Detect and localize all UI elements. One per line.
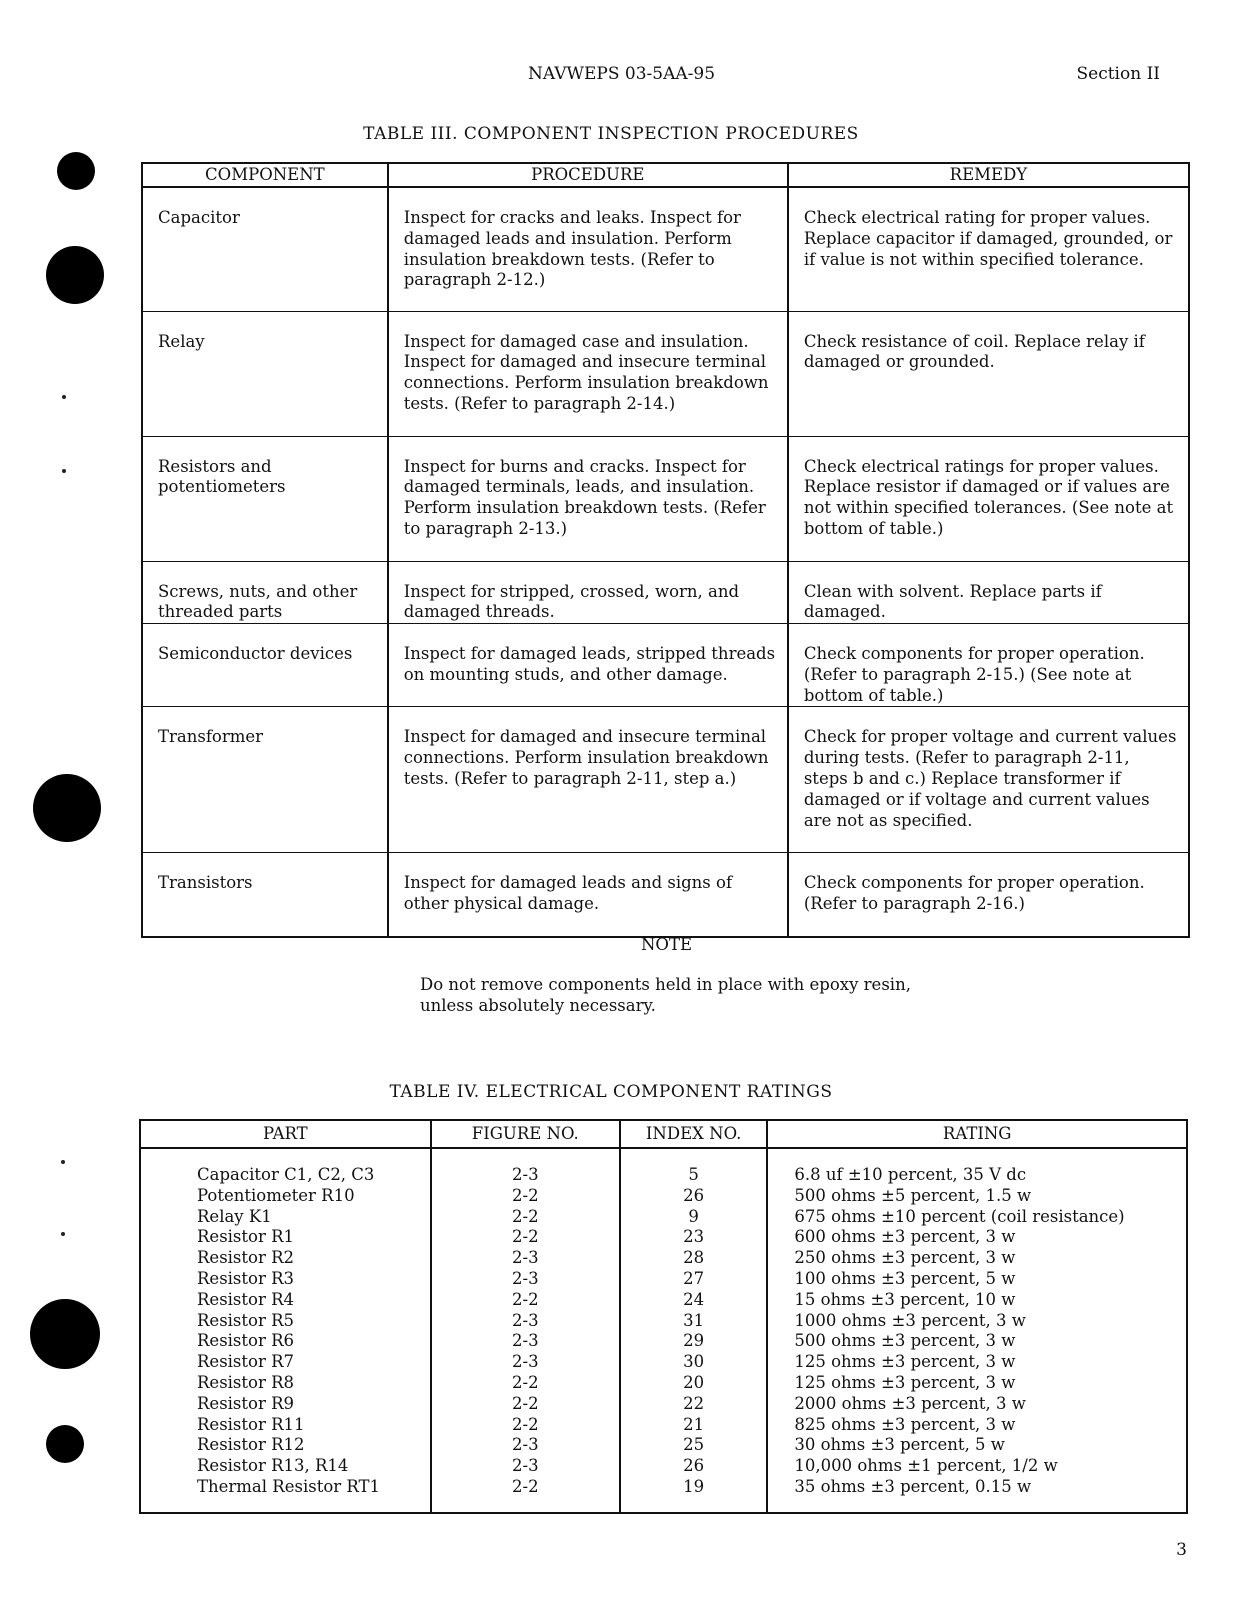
procedure-cell: Inspect for damaged leads, stripped threads on mounting studs, and other damage.	[388, 624, 788, 707]
remedy-cell: Clean with solvent. Replace parts if damaged.	[788, 561, 1189, 624]
rating-cell: 125 ohms ±3 percent, 3 w	[767, 1373, 1187, 1394]
component-cell: Semiconductor devices	[142, 624, 388, 707]
part-cell: Resistor R5	[140, 1311, 431, 1332]
table-row	[142, 311, 1189, 436]
index-cell: 25	[620, 1435, 767, 1456]
table-row	[140, 1415, 1187, 1436]
punch-hole-4	[30, 1299, 100, 1369]
figure-cell: 2-2	[431, 1290, 620, 1311]
table-row	[140, 1207, 1187, 1228]
speck-1	[62, 395, 66, 399]
table-header-row	[140, 1120, 1187, 1148]
part-cell: Resistor R9	[140, 1394, 431, 1415]
part-cell: Relay K1	[140, 1207, 431, 1228]
table-row	[140, 1477, 1187, 1513]
rating-cell: 10,000 ohms ±1 percent, 1/2 w	[767, 1456, 1187, 1477]
index-cell: 24	[620, 1290, 767, 1311]
procedure-cell: Inspect for damaged and insecure terminal connections. Perform insulation breakdown tests. (Refer to paragraph 2-11, step a.)	[388, 707, 788, 853]
column-header-rating: RATING	[767, 1120, 1187, 1148]
remedy-cell: Check electrical ratings for proper values. Replace resistor if damaged or if values are not within specified tolerances. (See note at bottom of table.)	[788, 436, 1189, 561]
table-row	[142, 187, 1189, 311]
figure-cell: 2-3	[431, 1435, 620, 1456]
figure-cell: 2-2	[431, 1227, 620, 1248]
table-4-title: TABLE IV. ELECTRICAL COMPONENT RATINGS	[389, 1082, 833, 1102]
column-header-index-no: INDEX NO.	[620, 1120, 767, 1148]
component-cell: Screws, nuts, and other threaded parts	[142, 561, 388, 624]
table-row	[142, 436, 1189, 561]
part-cell: Resistor R7	[140, 1352, 431, 1373]
electrical-ratings-table	[139, 1119, 1188, 1514]
table-row	[140, 1269, 1187, 1290]
figure-cell: 2-3	[431, 1248, 620, 1269]
remedy-cell: Check components for proper operation. (Refer to paragraph 2-15.) (See note at bottom of table.)	[788, 624, 1189, 707]
figure-cell: 2-2	[431, 1415, 620, 1436]
column-header-part: PART	[140, 1120, 431, 1148]
column-header-remedy: REMEDY	[788, 163, 1189, 187]
table-row	[142, 561, 1189, 624]
index-cell: 28	[620, 1248, 767, 1269]
index-cell: 21	[620, 1415, 767, 1436]
punch-hole-3	[33, 774, 101, 842]
note-text: Do not remove components held in place with epoxy resin, unless absolutely necessary.	[420, 975, 911, 1015]
table-row	[140, 1373, 1187, 1394]
remedy-cell: Check resistance of coil. Replace relay if damaged or grounded.	[788, 311, 1189, 436]
section-label: Section II	[1076, 64, 1160, 84]
component-cell: Capacitor	[142, 187, 388, 311]
index-cell: 23	[620, 1227, 767, 1248]
rating-cell: 675 ohms ±10 percent (coil resistance)	[767, 1207, 1187, 1228]
rating-cell: 2000 ohms ±3 percent, 3 w	[767, 1394, 1187, 1415]
table-row	[140, 1394, 1187, 1415]
component-cell: Resistors and potentiometers	[142, 436, 388, 561]
table-row	[140, 1227, 1187, 1248]
procedure-cell: Inspect for cracks and leaks. Inspect for damaged leads and insulation. Perform insulation breakdown tests. (Refer to paragraph 2-12.)	[388, 187, 788, 311]
table-row	[140, 1352, 1187, 1373]
speck-3	[61, 1160, 65, 1164]
index-cell: 9	[620, 1207, 767, 1228]
component-cell: Relay	[142, 311, 388, 436]
procedure-cell: Inspect for burns and cracks. Inspect for damaged terminals, leads, and insulation. Perform insulation breakdown tests. (Refer to paragraph 2-13.)	[388, 436, 788, 561]
part-cell: Resistor R4	[140, 1290, 431, 1311]
table-row	[140, 1456, 1187, 1477]
figure-cell: 2-3	[431, 1311, 620, 1332]
table-row	[142, 707, 1189, 853]
speck-4	[61, 1232, 65, 1236]
table-row	[140, 1435, 1187, 1456]
rating-cell: 825 ohms ±3 percent, 3 w	[767, 1415, 1187, 1436]
index-cell: 29	[620, 1331, 767, 1352]
index-cell: 31	[620, 1311, 767, 1332]
note-heading: NOTE	[640, 935, 692, 954]
part-cell: Potentiometer R10	[140, 1186, 431, 1207]
remedy-cell: Check for proper voltage and current values during tests. (Refer to paragraph 2-11, steps b and c.) Replace transformer if damaged or if voltage and current values are not as specified.	[788, 707, 1189, 853]
part-cell: Resistor R13, R14	[140, 1456, 431, 1477]
index-cell: 26	[620, 1456, 767, 1477]
part-cell: Resistor R11	[140, 1415, 431, 1436]
column-header-procedure: PROCEDURE	[388, 163, 788, 187]
index-cell: 22	[620, 1394, 767, 1415]
figure-cell: 2-2	[431, 1207, 620, 1228]
table-row	[142, 624, 1189, 707]
table-row	[140, 1248, 1187, 1269]
table-row	[140, 1331, 1187, 1352]
rating-cell: 30 ohms ±3 percent, 5 w	[767, 1435, 1187, 1456]
figure-cell: 2-3	[431, 1456, 620, 1477]
component-inspection-table	[141, 162, 1190, 938]
figure-cell: 2-3	[431, 1352, 620, 1373]
part-cell: Resistor R6	[140, 1331, 431, 1352]
table-header-row	[142, 163, 1189, 187]
punch-hole-1	[57, 152, 95, 190]
rating-cell: 600 ohms ±3 percent, 3 w	[767, 1227, 1187, 1248]
column-header-figure-no: FIGURE NO.	[431, 1120, 620, 1148]
rating-cell: 500 ohms ±3 percent, 3 w	[767, 1331, 1187, 1352]
part-cell: Capacitor C1, C2, C3	[140, 1148, 431, 1186]
index-cell: 19	[620, 1477, 767, 1513]
part-cell: Resistor R8	[140, 1373, 431, 1394]
figure-cell: 2-2	[431, 1394, 620, 1415]
figure-cell: 2-3	[431, 1331, 620, 1352]
rating-cell: 35 ohms ±3 percent, 0.15 w	[767, 1477, 1187, 1513]
procedure-cell: Inspect for damaged case and insulation. Inspect for damaged and insecure terminal connections. Perform insulation breakdown tests. (Refer to paragraph 2-14.)	[388, 311, 788, 436]
table-row	[140, 1186, 1187, 1207]
index-cell: 20	[620, 1373, 767, 1394]
table-row	[140, 1290, 1187, 1311]
speck-2	[62, 469, 66, 473]
table-row	[140, 1148, 1187, 1186]
part-cell: Resistor R2	[140, 1248, 431, 1269]
punch-hole-2	[46, 246, 104, 304]
rating-cell: 15 ohms ±3 percent, 10 w	[767, 1290, 1187, 1311]
rating-cell: 125 ohms ±3 percent, 3 w	[767, 1352, 1187, 1373]
column-header-component: COMPONENT	[142, 163, 388, 187]
rating-cell: 1000 ohms ±3 percent, 3 w	[767, 1311, 1187, 1332]
remedy-cell: Check electrical rating for proper values. Replace capacitor if damaged, grounded, or if value is not within specified tolerance.	[788, 187, 1189, 311]
table-row	[142, 853, 1189, 937]
figure-cell: 2-3	[431, 1269, 620, 1290]
index-cell: 5	[620, 1148, 767, 1186]
procedure-cell: Inspect for damaged leads and signs of other physical damage.	[388, 853, 788, 937]
index-cell: 26	[620, 1186, 767, 1207]
rating-cell: 250 ohms ±3 percent, 3 w	[767, 1248, 1187, 1269]
remedy-cell: Check components for proper operation. (Refer to paragraph 2-16.)	[788, 853, 1189, 937]
index-cell: 27	[620, 1269, 767, 1290]
component-cell: Transistors	[142, 853, 388, 937]
part-cell: Resistor R12	[140, 1435, 431, 1456]
rating-cell: 500 ohms ±5 percent, 1.5 w	[767, 1186, 1187, 1207]
figure-cell: 2-2	[431, 1477, 620, 1513]
rating-cell: 100 ohms ±3 percent, 5 w	[767, 1269, 1187, 1290]
component-cell: Transformer	[142, 707, 388, 853]
table-row	[140, 1311, 1187, 1332]
part-cell: Resistor R1	[140, 1227, 431, 1248]
figure-cell: 2-2	[431, 1373, 620, 1394]
part-cell: Resistor R3	[140, 1269, 431, 1290]
punch-hole-5	[46, 1425, 84, 1463]
figure-cell: 2-3	[431, 1148, 620, 1186]
page-number: 3	[1176, 1540, 1187, 1560]
table-3-title: TABLE III. COMPONENT INSPECTION PROCEDURES	[363, 124, 859, 144]
document-id: NAVWEPS 03-5AA-95	[527, 64, 716, 84]
rating-cell: 6.8 uf ±10 percent, 35 V dc	[767, 1148, 1187, 1186]
figure-cell: 2-2	[431, 1186, 620, 1207]
index-cell: 30	[620, 1352, 767, 1373]
procedure-cell: Inspect for stripped, crossed, worn, and damaged threads.	[388, 561, 788, 624]
part-cell: Thermal Resistor RT1	[140, 1477, 431, 1513]
